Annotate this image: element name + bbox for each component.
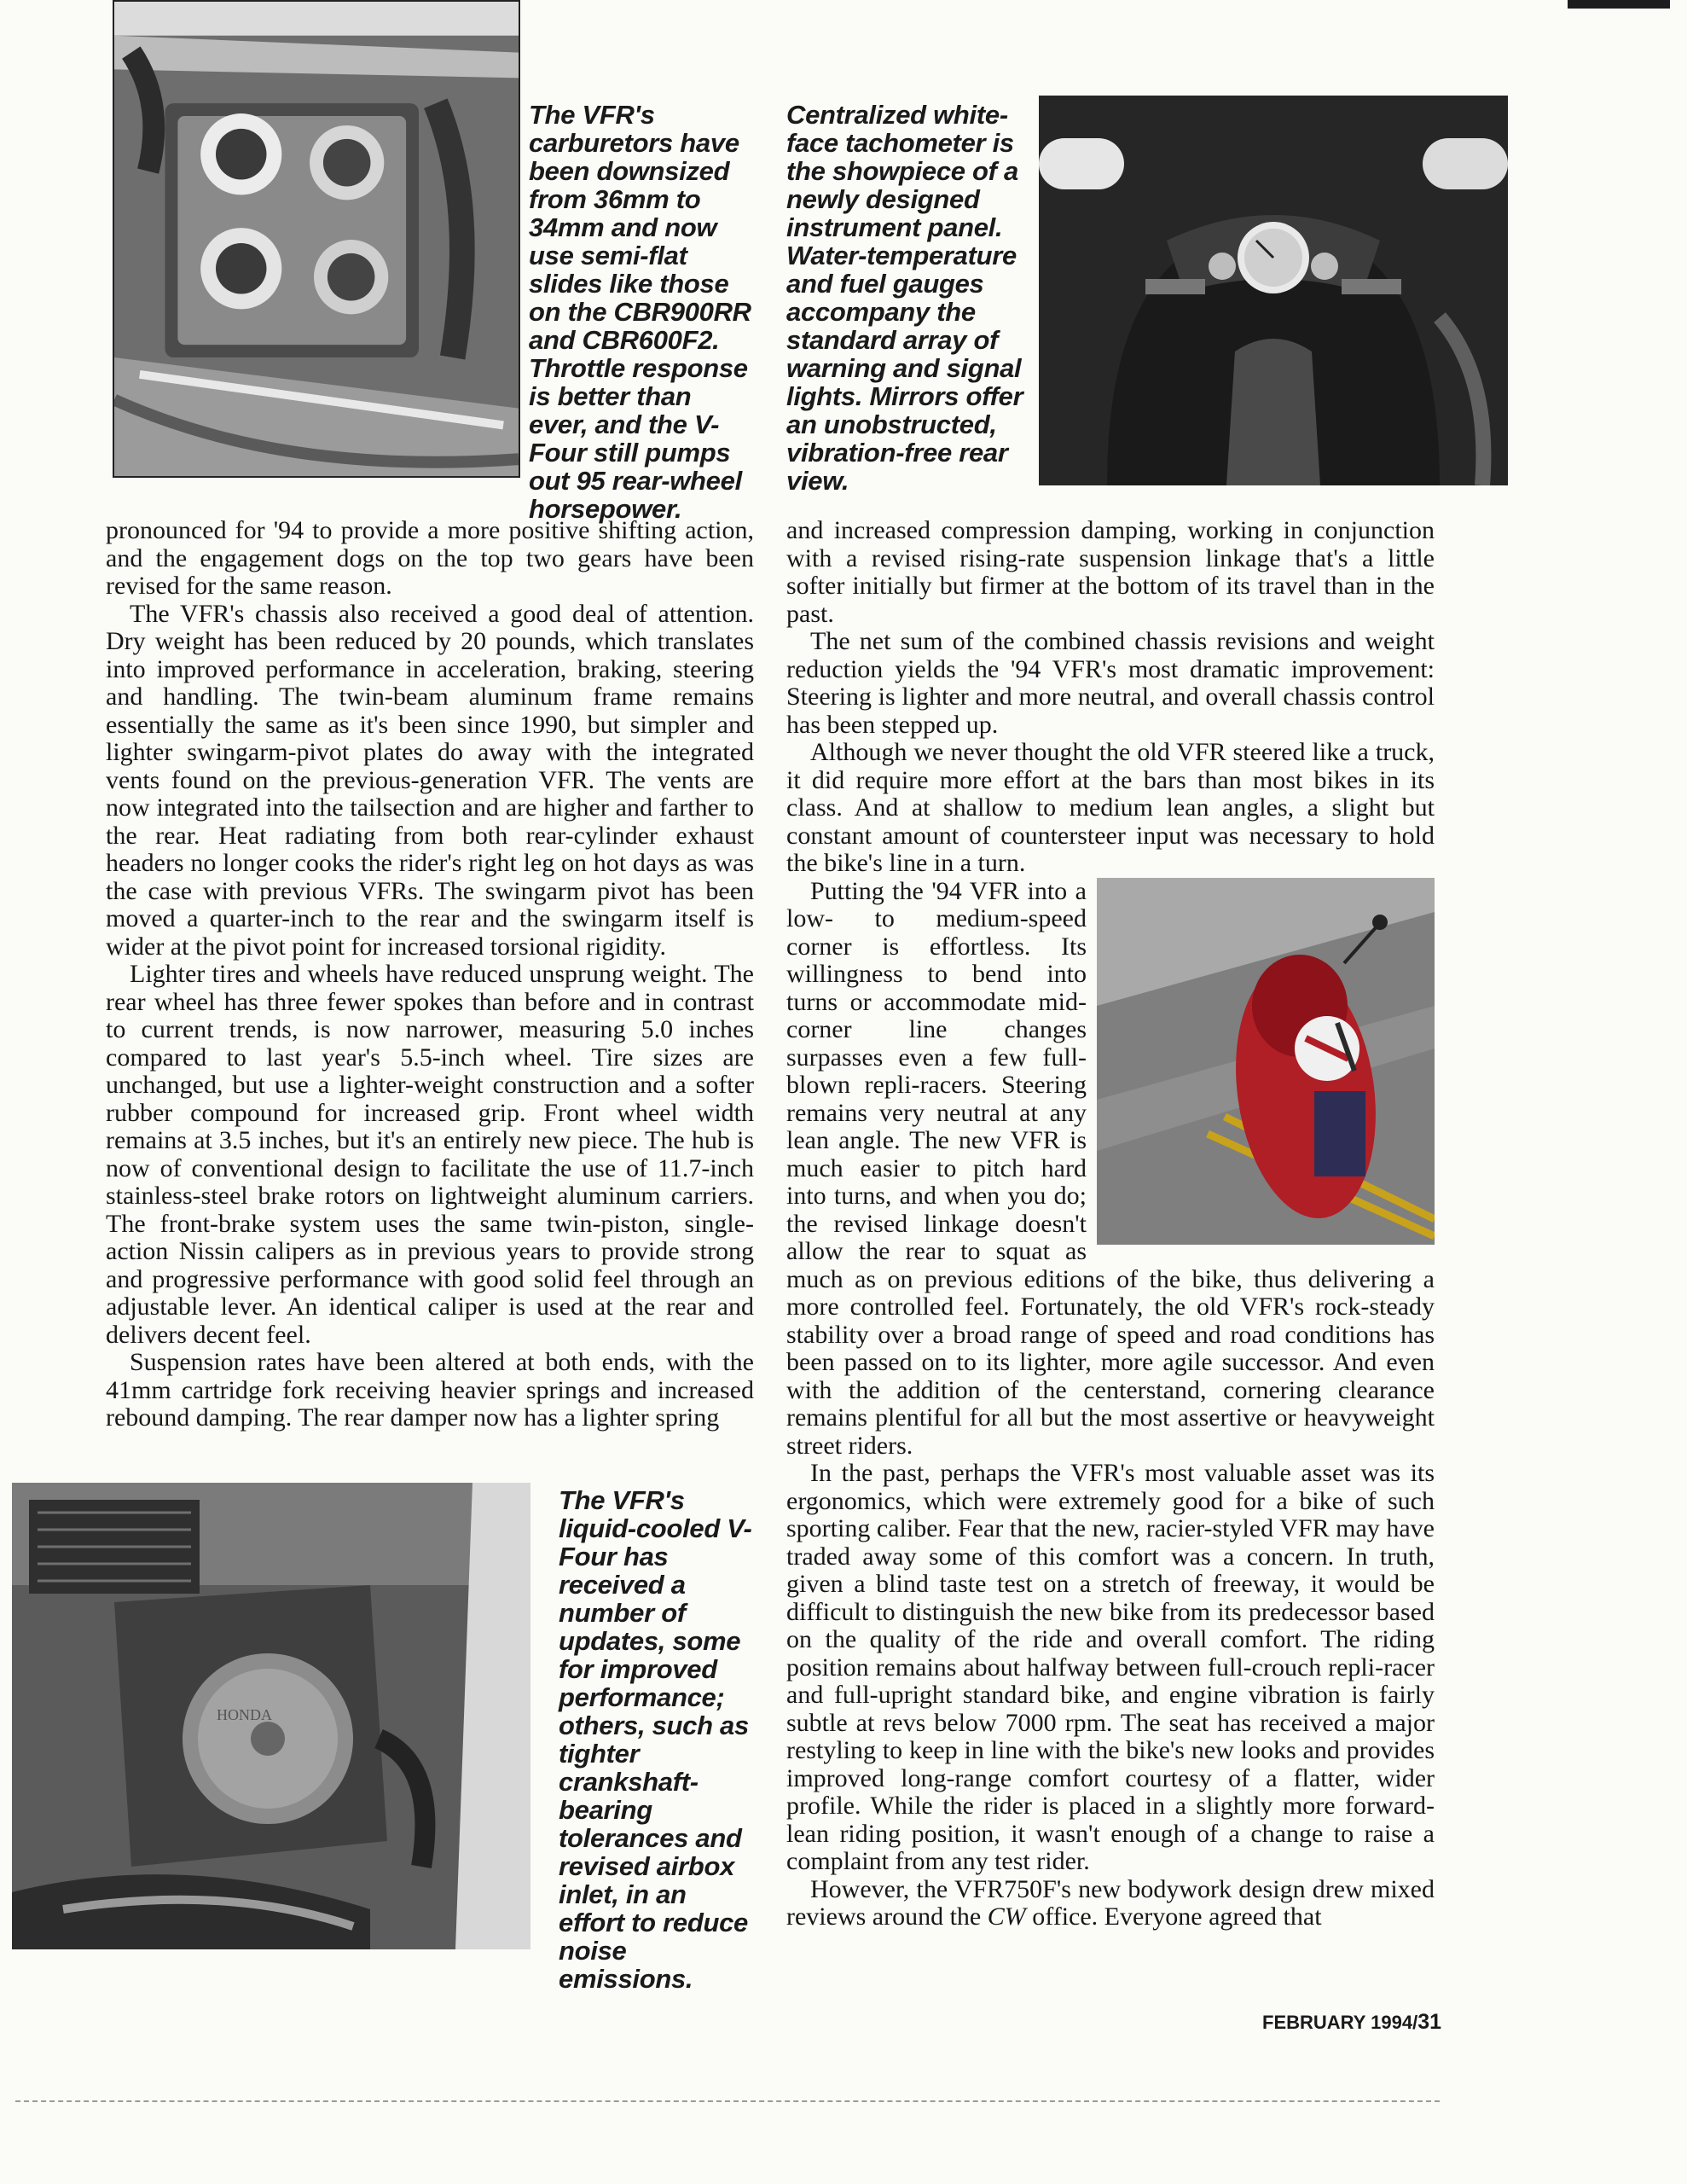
svg-text:HONDA: HONDA xyxy=(217,1706,272,1723)
tachometer-caption: Centralized white-face tachometer is the showpiece of a newly designed instrument panel. Water-temperature and fuel gauges accompany the standard array of warning and signal lights. Mirrors offer an unobstructed, vibration-free rear view. xyxy=(786,100,1023,496)
right-column xyxy=(786,517,1435,1931)
closing-paragraph xyxy=(786,1876,1435,1931)
carburetor-caption: The VFR's carburetors have been downsized from 36mm to 34mm and now use semi-flat slides like those on the CBR900RR and CBR600F2. Throttle response is better than ever, and the V-Four still pumps out 95 rear-wheel horsepower. xyxy=(529,100,751,524)
carburetor-photo xyxy=(113,0,520,478)
left-paragraph: The VFR's chassis also received a good deal of attention. Dry weight has been reduced by 20 pounds, which translates into improved performance in acceleration, braking, steering and handling. The twin-beam aluminum frame remains essentially the same as it's been since 1990, but simpler and lighter swingarm-pivot plates do away with the integrated vents found on the previous-generation VFR. The vents are now integrated into the tailsection and are higher and farther to the rear. Heat radiating from both rear-cylinder exhaust headers no longer cooks the rider's right leg on hot days as was the case with previous VFRs. The swingarm pivot has been moved a quarter-inch to the rear and the swingarm itself is wider at the pivot point for increased torsional rigidity. xyxy=(106,599,754,961)
page-number: 31 xyxy=(1417,2010,1441,2034)
left-column xyxy=(106,517,754,1432)
left-paragraph: pronounced for '94 to provide a more positive shifting action, and the engagement dogs on the top two gears have been revised for the same reason. xyxy=(106,516,754,600)
right-paragraph: Although we never thought the old VFR steered like a truck, it did require more effort at the bars than most bikes in its class. And at shallow to medium lean angles, a slight but constant amount of countersteer input was necessary to hold the bike's line in a turn. xyxy=(786,738,1435,877)
left-paragraph: Suspension rates have been altered at both ends, with the 41mm cartridge fork receiving heavier springs and increased rebound damping. The rear damper now has a lighter spring xyxy=(106,1348,754,1432)
folio-date: FEBRUARY 1994/ xyxy=(1262,2012,1418,2033)
page-folio xyxy=(1262,2010,1441,2035)
magazine-abbreviation: CW xyxy=(987,1902,1026,1931)
tachometer-photo xyxy=(1039,96,1508,485)
closing-text-end: office. Everyone agreed that xyxy=(1025,1902,1322,1931)
closing-text: However, the VFR750F's new bodywork design drew mixed reviews around the xyxy=(786,1874,1435,1931)
engine-caption: The VFR's liquid-cooled V-Four has received a number of updates, some for improved performance; others, such as tighter crankshaft-bearing tolerances and revised airbox inlet, in an effort to reduce noise emissions. xyxy=(559,1485,752,1994)
scan-corner-mark xyxy=(1568,0,1670,9)
right-paragraph: Putting the '94 VFR into a low- to medium-speed corner is effortless. Its willingness to bend into turns or accommodate mid-corner line changes surpasses even a few full-blown repli-racers. Steering remains very neutral at any lean angle. The new VFR is much easier to pitch hard into turns, and when you do; the revised linkage doesn't allow the rear to squat as much as on previous editions of the bike, thus delivering a more controlled feel. Fortunately, the old VFR's rock-steady stability over a broad range of speed and road conditions has been passed on to its lighter, more agile successor. And even with the addition of the centerstand, cornering clearance remains plentiful for all but the most assertive or heavyweight street riders. xyxy=(786,876,1435,1460)
scan-bottom-rule xyxy=(15,2100,1440,2102)
right-paragraph: The net sum of the combined chassis revisions and weight reduction yields the '94 VFR's most dramatic improvement: Steering is lighter and more neutral, and overall chassis control has been stepped up. xyxy=(786,627,1435,739)
right-paragraph: and increased compression damping, working in conjunction with a revised rising-rate suspension linkage that's a little softer initially but firmer at the bottom of its travel than in the past. xyxy=(786,516,1435,628)
riding-photo xyxy=(1097,878,1435,1245)
right-paragraph: In the past, perhaps the VFR's most valuable asset was its ergonomics, which were extremely good for a bike of such sporting caliber. Fear that the new, racier-styled VFR may have traded away some of this comfort was a concern. In truth, given a blind taste test on a stretch of freeway, it would be difficult to distinguish the new bike from its predecessor based on the quality of the ride and overall comfort. The riding position remains about halfway between full-crouch repli-racer and full-upright standard bike, and engine vibration is fairly subtle at revs below 7000 rpm. The seat has received a major restyling to keep in line with the bike's new looks and provides improved long-range comfort courtesy of a flatter, wider profile. While the rider is placed in a slightly more forward-lean riding position, it wasn't enough of a change to raise a complaint from any test rider. xyxy=(786,1459,1435,1875)
engine-photo xyxy=(12,1483,530,1949)
left-paragraph: Lighter tires and wheels have reduced unsprung weight. The rear wheel has three fewer spokes than before and in contrast to current trends, is now narrower, measuring 5.0 inches compared to last year's 5.5-inch wheel. Tire sizes are unchanged, but use a lighter-weight construction and a softer rubber compound for increased grip. Front wheel width remains at 3.5 inches, but it's an entirely new piece. The hub is now of conventional design to facilitate the use of 11.7-inch stainless-steel brake rotors on lightweight aluminum carriers. The front-brake system uses the same twin-piston, single-action Nissin calipers as in previous years to provide strong and progressive performance with good solid feel through an adjustable lever. An identical caliper is used at the rear and delivers decent feel. xyxy=(106,960,754,1349)
